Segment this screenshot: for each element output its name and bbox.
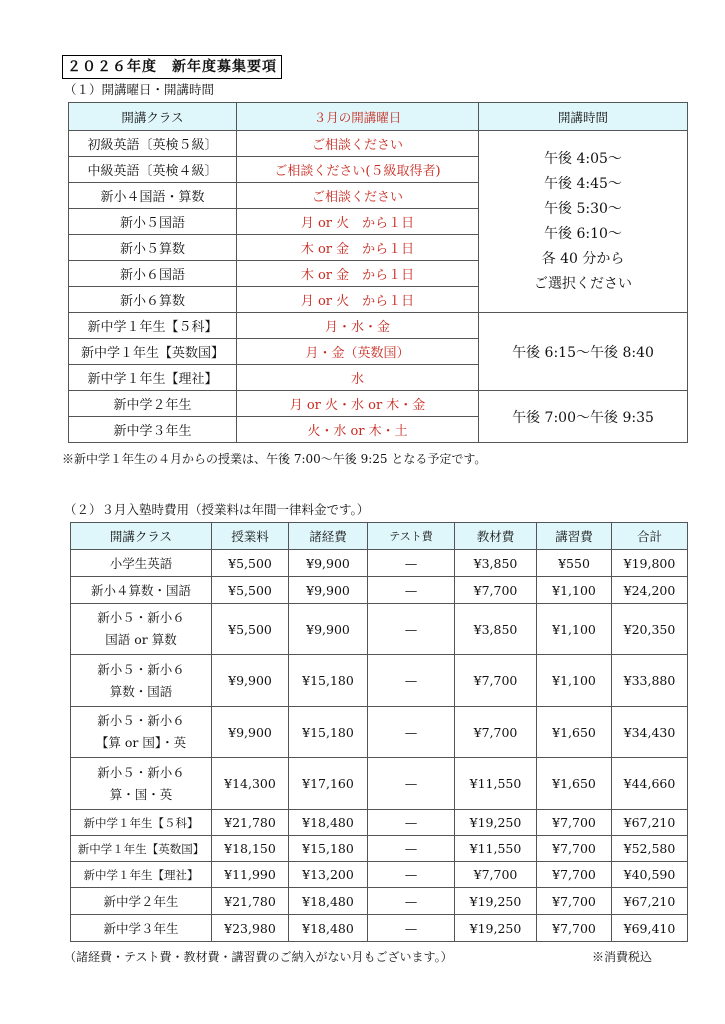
class-name bbox=[71, 655, 212, 707]
tuition: ¥5,500 bbox=[212, 550, 289, 577]
course-fee: ¥7,700 bbox=[537, 888, 612, 915]
class-name: 新小６国語 bbox=[69, 261, 237, 287]
material-fee: ¥3,850 bbox=[455, 550, 537, 577]
material-fee: ¥7,700 bbox=[455, 862, 537, 888]
time-line: 午後 5:30～ bbox=[544, 200, 622, 217]
total: ¥24,200 bbox=[612, 577, 688, 604]
class-name: 新中学１年生【理社】 bbox=[69, 365, 237, 391]
class-days: 火・水 or 木・土 bbox=[237, 417, 479, 443]
header-misc: 諸経費 bbox=[289, 523, 368, 550]
class-name: 新小４国語・算数 bbox=[69, 183, 237, 209]
header-class: 開講クラス bbox=[69, 103, 237, 131]
total: ¥33,880 bbox=[612, 655, 688, 707]
table-row bbox=[71, 758, 688, 810]
time-group-junior1: 午後 6:15～午後 8:40 bbox=[479, 313, 688, 391]
class-days: 月 or 火 から１日 bbox=[237, 287, 479, 313]
misc-fee: ¥15,180 bbox=[289, 655, 368, 707]
header-course: 講習費 bbox=[537, 523, 612, 550]
course-fee: ¥1,650 bbox=[537, 707, 612, 758]
material-fee: ¥7,700 bbox=[455, 655, 537, 707]
class-name: 新中学１年生【５科】 bbox=[71, 810, 212, 836]
misc-fee: ¥9,900 bbox=[289, 550, 368, 577]
total: ¥19,800 bbox=[612, 550, 688, 577]
misc-fee: ¥9,900 bbox=[289, 577, 368, 604]
total: ¥69,410 bbox=[612, 915, 688, 942]
header-tuition: 授業料 bbox=[212, 523, 289, 550]
time-line: 午後 4:45～ bbox=[544, 175, 622, 192]
tuition: ¥9,900 bbox=[212, 707, 289, 758]
misc-fee: ¥9,900 bbox=[289, 604, 368, 655]
table-row bbox=[71, 810, 688, 836]
class-name: 新中学３年生 bbox=[69, 417, 237, 443]
table-row bbox=[71, 707, 688, 758]
table-row bbox=[71, 550, 688, 577]
tuition: ¥11,990 bbox=[212, 862, 289, 888]
schedule-note: ※新中学１年生の４月からの授業は、午後 7:00～午後 9:25 となる予定です。 bbox=[62, 452, 487, 466]
tuition: ¥23,980 bbox=[212, 915, 289, 942]
class-days: 水 bbox=[237, 365, 479, 391]
table-row bbox=[71, 604, 688, 655]
time-line: 各 40 分から bbox=[541, 250, 625, 267]
material-fee: ¥19,250 bbox=[455, 888, 537, 915]
class-name: 新小５算数 bbox=[69, 235, 237, 261]
class-line2: 国語 or 算数 bbox=[105, 632, 177, 647]
class-name: 新小５国語 bbox=[69, 209, 237, 235]
class-line2: 算・国・英 bbox=[109, 786, 173, 802]
material-fee: ¥19,250 bbox=[455, 810, 537, 836]
class-name: 初級英語〔英検５級〕 bbox=[69, 131, 237, 157]
class-name: 新中学３年生 bbox=[71, 915, 212, 942]
class-days: ご相談ください bbox=[237, 131, 479, 157]
tuition: ¥5,500 bbox=[212, 604, 289, 655]
class-days: ご相談ください(５級取得者) bbox=[237, 157, 479, 183]
total: ¥40,590 bbox=[612, 862, 688, 888]
table-row bbox=[71, 577, 688, 604]
course-fee: ¥7,700 bbox=[537, 915, 612, 942]
tuition: ¥21,780 bbox=[212, 888, 289, 915]
class-days: 木 or 金 から１日 bbox=[237, 235, 479, 261]
table-row bbox=[71, 888, 688, 915]
course-fee: ¥1,100 bbox=[537, 604, 612, 655]
course-fee: ¥7,700 bbox=[537, 810, 612, 836]
class-name: 新小６算数 bbox=[69, 287, 237, 313]
course-fee: ¥1,100 bbox=[537, 577, 612, 604]
tax-note: ※消費税込 bbox=[592, 950, 653, 964]
fee-table bbox=[70, 522, 688, 942]
course-fee: ¥550 bbox=[537, 550, 612, 577]
misc-fee: ¥18,480 bbox=[289, 915, 368, 942]
total: ¥67,210 bbox=[612, 888, 688, 915]
header-materials: 教材費 bbox=[455, 523, 537, 550]
class-days: 月 or 火 から１日 bbox=[237, 209, 479, 235]
test-fee: — bbox=[368, 888, 455, 915]
header-march-days: ３月の開講曜日 bbox=[237, 103, 479, 131]
misc-fee: ¥13,200 bbox=[289, 862, 368, 888]
course-fee: ¥1,650 bbox=[537, 758, 612, 810]
class-days: 月 or 火・水 or 木・金 bbox=[237, 391, 479, 417]
total: ¥67,210 bbox=[612, 810, 688, 836]
tuition: ¥18,150 bbox=[212, 836, 289, 862]
misc-fee: ¥15,180 bbox=[289, 707, 368, 758]
test-fee: — bbox=[368, 862, 455, 888]
time-line: 午後 4:05～ bbox=[544, 150, 622, 167]
class-name bbox=[71, 758, 212, 810]
class-days: ご相談ください bbox=[237, 183, 479, 209]
header-total: 合計 bbox=[612, 523, 688, 550]
header-time: 開講時間 bbox=[479, 103, 688, 131]
course-fee: ¥1,100 bbox=[537, 655, 612, 707]
total: ¥20,350 bbox=[612, 604, 688, 655]
time-line: ご選択ください bbox=[534, 275, 632, 292]
class-name: 新中学１年生【理社】 bbox=[71, 862, 212, 888]
header-test: テスト費 bbox=[368, 523, 455, 550]
page-title: ２０２６年度 新年度募集要項 bbox=[62, 55, 282, 79]
misc-fee: ¥17,160 bbox=[289, 758, 368, 810]
course-fee: ¥7,700 bbox=[537, 862, 612, 888]
table-row bbox=[71, 655, 688, 707]
test-fee: — bbox=[368, 836, 455, 862]
class-name: 新中学１年生【５科】 bbox=[69, 313, 237, 339]
course-fee: ¥7,700 bbox=[537, 836, 612, 862]
table-row bbox=[71, 862, 688, 888]
misc-fee: ¥18,480 bbox=[289, 810, 368, 836]
time-group-junior23: 午後 7:00～午後 9:35 bbox=[479, 391, 688, 443]
section1-heading: （１）開講曜日・開講時間 bbox=[64, 82, 215, 97]
class-line1: 新小５・新小６ bbox=[97, 661, 185, 677]
class-line2: 【算 or 国】・英 bbox=[95, 735, 187, 750]
total: ¥52,580 bbox=[612, 836, 688, 862]
material-fee: ¥7,700 bbox=[455, 707, 537, 758]
schedule-table bbox=[68, 102, 688, 443]
test-fee: — bbox=[368, 550, 455, 577]
tuition: ¥5,500 bbox=[212, 577, 289, 604]
class-name: 新中学２年生 bbox=[69, 391, 237, 417]
fee-note: （諸経費・テスト費・教材費・講習費のご納入がない月もございます。） bbox=[64, 950, 453, 964]
tuition: ¥21,780 bbox=[212, 810, 289, 836]
test-fee: — bbox=[368, 577, 455, 604]
test-fee: — bbox=[368, 810, 455, 836]
material-fee: ¥11,550 bbox=[455, 836, 537, 862]
material-fee: ¥11,550 bbox=[455, 758, 537, 810]
test-fee: — bbox=[368, 707, 455, 758]
tuition: ¥9,900 bbox=[212, 655, 289, 707]
class-name: 新中学１年生【英数国】 bbox=[71, 836, 212, 862]
class-line1: 新小５・新小６ bbox=[97, 610, 185, 625]
test-fee: — bbox=[368, 915, 455, 942]
time-group-elementary bbox=[479, 131, 688, 313]
class-name: 新中学２年生 bbox=[71, 888, 212, 915]
class-name: 新中学１年生【英数国】 bbox=[69, 339, 237, 365]
time-line: 午後 6:10～ bbox=[544, 225, 622, 242]
section2-heading: （２）３月入塾時費用（授業料は年間一律料金です。） bbox=[64, 502, 370, 517]
class-name bbox=[71, 707, 212, 758]
class-name: 小学生英語 bbox=[71, 550, 212, 577]
misc-fee: ¥15,180 bbox=[289, 836, 368, 862]
material-fee: ¥7,700 bbox=[455, 577, 537, 604]
misc-fee: ¥18,480 bbox=[289, 888, 368, 915]
total: ¥44,660 bbox=[612, 758, 688, 810]
test-fee: — bbox=[368, 604, 455, 655]
material-fee: ¥19,250 bbox=[455, 915, 537, 942]
class-name: 中級英語〔英検４級〕 bbox=[69, 157, 237, 183]
material-fee: ¥3,850 bbox=[455, 604, 537, 655]
class-days: 月・金（英数国） bbox=[237, 339, 479, 365]
class-days: 木 or 金 から１日 bbox=[237, 261, 479, 287]
table-row bbox=[71, 836, 688, 862]
total: ¥34,430 bbox=[612, 707, 688, 758]
table-row bbox=[71, 915, 688, 942]
header-class: 開講クラス bbox=[71, 523, 212, 550]
class-name bbox=[71, 604, 212, 655]
class-line2: 算数・国語 bbox=[109, 683, 173, 699]
class-line1: 新小５・新小６ bbox=[97, 713, 185, 728]
tuition: ¥14,300 bbox=[212, 758, 289, 810]
class-days: 月・水・金 bbox=[237, 313, 479, 339]
class-line1: 新小５・新小６ bbox=[97, 764, 185, 780]
test-fee: — bbox=[368, 758, 455, 810]
class-name: 新小４算数・国語 bbox=[71, 577, 212, 604]
test-fee: — bbox=[368, 655, 455, 707]
